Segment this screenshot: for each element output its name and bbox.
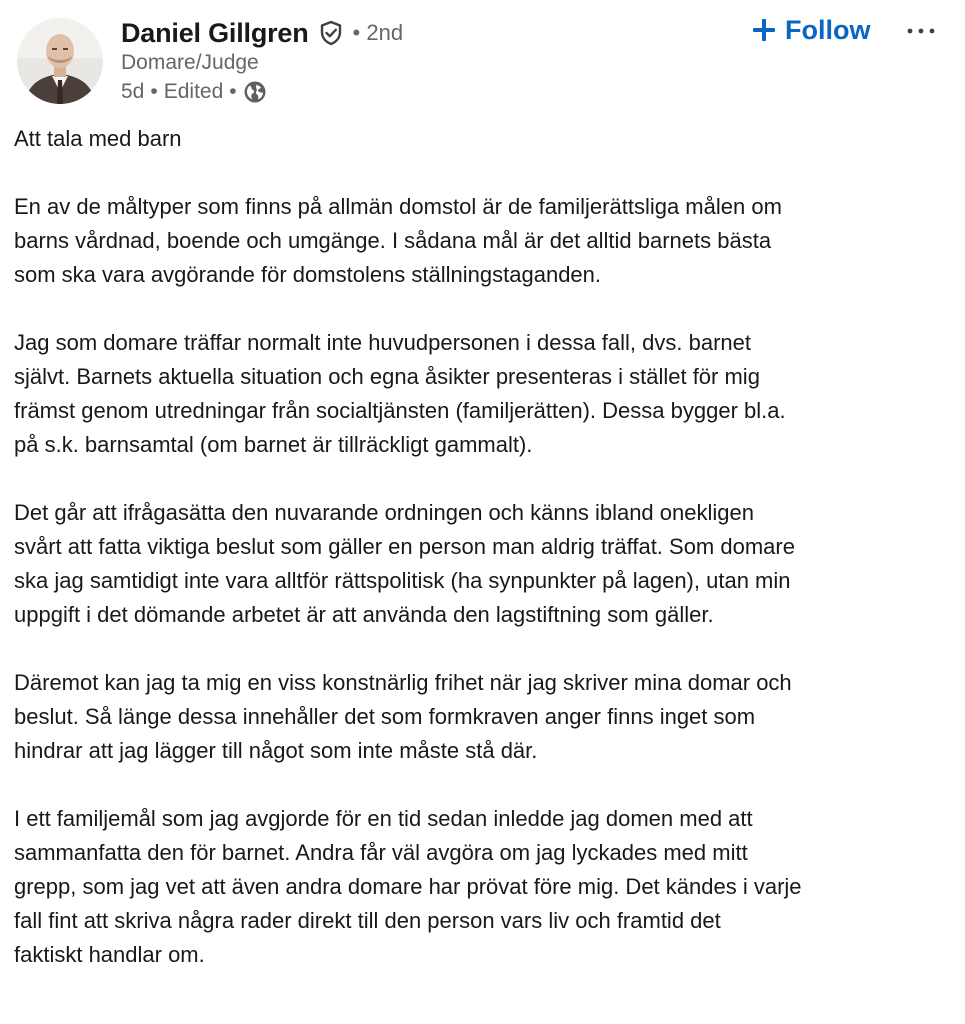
degree-label: 2nd [366,20,404,45]
text-line: barns vårdnad, boende och umgänge. I sådana mål är det alltid barnets bästa [14,228,772,253]
text-line: beslut. Så länge dessa innehåller det som formkraven anger finns inget som [14,704,756,729]
text-line: på s.k. barnsamtal (om barnet är tillräckligt gammalt). [14,432,533,457]
plus-icon [751,17,777,43]
degree-separator: • [352,20,361,45]
follow-button[interactable] [747,10,874,50]
text-line: grepp, som jag vet att även andra domare har prövat före mig. Det kändes i varje [14,874,802,899]
author-name-row [121,14,403,52]
post-paragraph [14,326,954,462]
text-line: självt. Barnets aktuella situation och egna åsikter presenteras i stället för mig [14,364,760,389]
text-line: Det går att ifrågasätta den nuvarande ordningen och känns ibland onekligen [14,500,754,525]
post-title: Att tala med barn [14,126,182,151]
post-time: 5d [121,80,145,103]
post-text [14,122,954,1006]
text-line: En av de måltyper som finns på allmän domstol är de familjerättsliga målen om [14,194,782,219]
text-line: ska jag samtidigt inte vara alltför rättspolitisk (ha synpunkter på lagen), utan min [14,568,791,593]
post-paragraph [14,122,954,156]
text-line: sammanfatta den för barnet. Andra får väl avgöra om jag lyckades med mitt [14,840,748,865]
post-paragraph [14,802,954,972]
connection-degree [353,20,404,46]
text-line: Däremot kan jag ta mig en viss konstnärlig frihet när jag skriver mina domar och [14,670,792,695]
avatar-photo [17,18,103,104]
meta-separator: • [229,80,237,103]
text-line: uppgift i det dömande arbetet är att använda den lagstiftning som gäller. [14,602,714,627]
post-paragraph [14,190,954,292]
meta-separator: • [150,80,158,103]
edited-label: Edited [163,80,224,103]
post-paragraph [14,496,954,632]
more-options-icon [906,22,936,40]
text-line: faktiskt handlar om. [14,942,205,967]
follow-label: Follow [785,14,871,45]
post-paragraph [14,666,954,768]
text-line: fall fint att skriva några rader direkt till den person vars liv och framtid det [14,908,721,933]
author-avatar[interactable] [17,18,103,104]
text-line: svårt att fatta viktiga beslut som gäller en person man aldrig träffat. Som domare [14,534,795,559]
author-headline: Domare/Judge [121,51,259,74]
globe-icon [243,80,267,104]
verified-shield-icon [317,19,345,47]
text-line: hindrar att jag lägger till något som inte måste stå där. [14,738,538,763]
post-meta [121,77,267,107]
text-line: främst genom utredningar från socialtjänsten (familjerätten). Dessa bygger bl.a. [14,398,786,423]
author-name[interactable]: Daniel Gillgren [121,17,309,48]
text-line: I ett familjemål som jag avgjorde för en tid sedan inledde jag domen med att [14,806,753,831]
text-line: Jag som domare träffar normalt inte huvudpersonen i dessa fall, dvs. barnet [14,330,751,355]
more-options-button[interactable] [896,12,946,50]
text-line: som ska vara avgörande för domstolens ställningstaganden. [14,262,602,287]
